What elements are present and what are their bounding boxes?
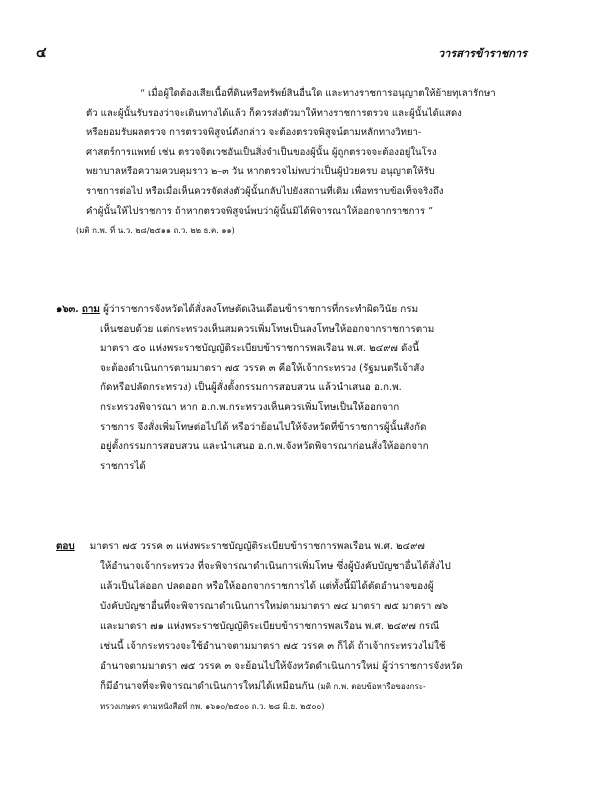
question-line: ราชการได้	[100, 460, 146, 472]
quote-line: คำผู้นั้นให้ไปราชการ ถ้าหากตรวจพิสูจน์พบว่าผู้นั้นมิได้พิจารณาให้ออกจากราชการ ”	[86, 205, 433, 217]
answer-line: มาตรา ๗๕ วรรค ๓ แห่งพระราชบัญญัติระเบียบข้าราชการพลเรือน พ.ศ. ๒๔๙๗	[89, 541, 425, 552]
answer-163	[56, 537, 566, 717]
quoted-ruling	[74, 84, 544, 241]
answer-line: อำนาจตามมาตรา ๗๕ วรรค ๓ จะย้อนไปให้จังหวัดดำเนินการใหม่ ผู้ว่าราชการจังหวัด	[100, 661, 463, 672]
question-line: จะต้องดำเนินการตามมาตรา ๗๕ วรรค ๓ คือให้เจ้ากระทรวง (รัฐมนตรีเจ้าสัง	[100, 362, 425, 374]
answer-reference: (มติ ก.พ. ตอบข้อหารือของกระ-	[317, 682, 426, 691]
answer-line: ให้อำนาจเจ้ากระทรวง ที่จะพิจารณาดำเนินการเพิ่มโทษ ซึ่งผู้บังคับบัญชาอื่นได้สั่งไป	[100, 561, 451, 572]
answer-line	[56, 677, 566, 697]
answer-line: และมาตรา ๗๑ แห่งพระราชบัญญัติระเบียบข้าราชการพลเรือน พ.ศ. ๒๔๙๗ กรณี	[100, 621, 440, 632]
running-header: วารสารข้าราชการ	[438, 47, 528, 60]
answer-reference-continued: ทรวงเกษตร ตามหนังสือที่ กพ. ๑๖๑๐/๒๕๐๐ ถ.ว. ๒๘ มิ.ย. ๒๕๐๐)	[100, 702, 325, 711]
answer-line: บังคับบัญชาอื่นที่จะพิจารณาดำเนินการใหม่ตามมาตรา ๗๔ มาตรา ๗๕ มาตรา ๗๖	[100, 601, 449, 612]
answer-line: แล้วเป็นไล่ออก ปลดออก หรือให้ออกจากราชการได้ แต่ทั้งนี้มิได้ตัดอำนาจของผู้	[100, 581, 434, 592]
quote-reference: (มติ ก.พ. ที่ น.ว. ๒๘/๒๕๑๑ ถ.ว. ๒๒ ธ.ค. ๑๑)	[76, 226, 235, 236]
quote-line: ราชการต่อไป หรือเมื่อเห็นควรจัดส่งตัวผู้นั้นกลับไปยังสถานที่เดิม เพื่อทราบข้อเท็จจริงถึง	[86, 185, 444, 197]
question-line: กระทรวงพิจารณา หาก อ.ก.พ.กระทรวงเห็นควรเพิ่มโทษเป็นให้ออกจาก	[100, 401, 400, 413]
question-label: ถาม	[81, 304, 100, 315]
quote-line: หรือยอมรับผลตรวจ การตรวจพิสูจน์ดังกล่าว จะต้องตรวจพิสูจน์ตามหลักทางวิทยา-	[86, 127, 422, 139]
quote-line: ศาสตร์การแพทย์ เช่น ตรวจจิตเวชอันเป็นสิ่งจำเป็นของผู้นั้น ผู้ถูกตรวจจะต้องอยู่ในโรง	[86, 146, 437, 158]
question-163	[56, 300, 566, 476]
answer-label: ตอบ	[56, 541, 75, 552]
page-number: ๔	[36, 45, 47, 61]
question-line: ราชการ จึงสั่งเพิ่มโทษต่อไปได้ หรือว่าย้อนไปให้จังหวัดที่ข้าราชการผู้นั้นสังกัด	[100, 421, 427, 433]
quote-line: พยาบาลหรือความควบคุมราว ๒–๓ วัน หากตรวจไม่พบว่าเป็นผู้ป่วยครบ อนุญาตให้รับ	[86, 166, 435, 178]
question-line: ผู้ว่าราชการจังหวัดได้สั่งลงโทษตัดเงินเดือนข้าราชการที่กระทำผิดวินัย กรม	[103, 304, 419, 315]
quote-line: “ เมื่อผู้ใดต้องเสียเนื้อที่ดินหรือทรัพย์สินอื่นใด และทางราชการอนุญาตให้ย้ายทุเลารักษา	[140, 88, 496, 99]
question-line: เห็นชอบด้วย แต่กระทรวงเห็นสมควรเพิ่มโทษเป็นลงโทษให้ออกจากราชการตาม	[100, 323, 435, 335]
question-line: อยู่ตั้งกรรมการสอบสวน และนำเสนอ อ.ก.พ.จังหวัดพิจารณาก่อนสั่งให้ออกจาก	[100, 441, 429, 453]
answer-first-line	[56, 537, 566, 557]
quote-line: ตัว และผู้นั้นรับรองว่าจะเดินทางได้แล้ว ก็ควรส่งตัวมาให้ทางราชการตรวจ และผู้นั้นได้แสดง	[86, 107, 462, 119]
question-line: กัดหรือปลัดกระทรวง) เป็นผู้สั่งตั้งกรรมการสอบสวน แล้วนำเสนอ อ.ก.พ.	[100, 382, 402, 394]
answer-line-text: ก็มีอำนาจที่จะพิจารณาดำเนินการใหม่ได้เหมือนกัน	[100, 681, 315, 692]
answer-line: เช่นนี้ เจ้ากระทรวงจะใช้อำนาจตามมาตรา ๗๕ วรรค ๓ ก็ได้ ถ้าเจ้ากระทรวงไม่ใช้	[100, 641, 446, 652]
question-line: มาตรา ๕๐ แห่งพระราชบัญญัติระเบียบข้าราชการพลเรือน พ.ศ. ๒๔๙๗ ดังนี้	[100, 343, 419, 355]
question-number: ๑๖๓.	[56, 304, 79, 315]
question-first-line	[56, 300, 566, 320]
